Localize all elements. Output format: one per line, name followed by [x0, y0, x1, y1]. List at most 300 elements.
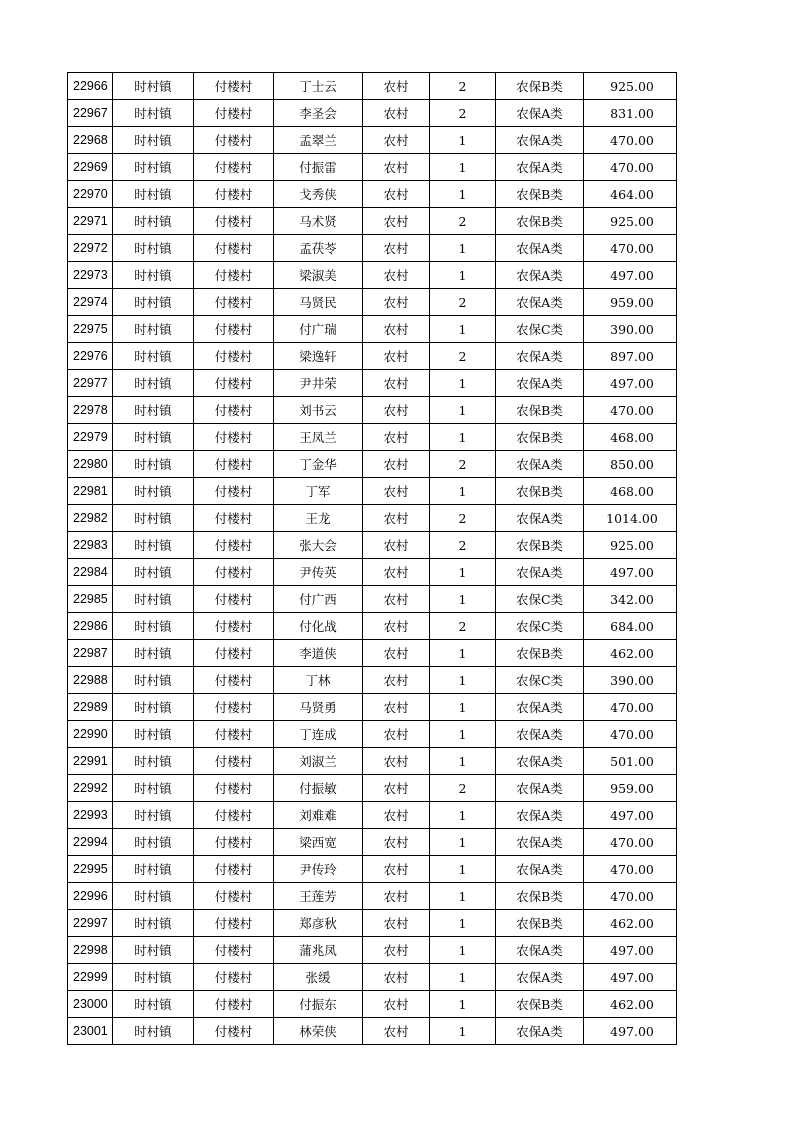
table-row: [68, 640, 677, 667]
category-cell: 农保A类: [496, 235, 584, 262]
category-cell: 农保A类: [496, 802, 584, 829]
category-cell: 农保A类: [496, 100, 584, 127]
town-cell: 时村镇: [113, 397, 194, 424]
amount-cell: 925.00: [584, 532, 677, 559]
household-type-cell: 农村: [363, 856, 430, 883]
table-row: [68, 343, 677, 370]
household-type-cell: 农村: [363, 721, 430, 748]
serial-number-cell: 22975: [68, 316, 113, 343]
people-count-cell: 1: [430, 802, 496, 829]
people-count-cell: 1: [430, 721, 496, 748]
category-cell: 农保A类: [496, 829, 584, 856]
name-cell: 孟翠兰: [274, 127, 363, 154]
category-cell: 农保A类: [496, 694, 584, 721]
household-type-cell: 农村: [363, 100, 430, 127]
people-count-cell: 2: [430, 289, 496, 316]
people-count-cell: 1: [430, 991, 496, 1018]
village-cell: 付楼村: [194, 343, 274, 370]
category-cell: 农保A类: [496, 289, 584, 316]
amount-cell: 390.00: [584, 316, 677, 343]
village-cell: 付楼村: [194, 775, 274, 802]
name-cell: 尹传英: [274, 559, 363, 586]
amount-cell: 831.00: [584, 100, 677, 127]
category-cell: 农保A类: [496, 856, 584, 883]
table-row: [68, 73, 677, 100]
people-count-cell: 2: [430, 775, 496, 802]
town-cell: 时村镇: [113, 127, 194, 154]
town-cell: 时村镇: [113, 991, 194, 1018]
serial-number-cell: 22977: [68, 370, 113, 397]
category-cell: 农保C类: [496, 613, 584, 640]
name-cell: 付化战: [274, 613, 363, 640]
household-type-cell: 农村: [363, 289, 430, 316]
name-cell: 丁林: [274, 667, 363, 694]
category-cell: 农保A类: [496, 343, 584, 370]
name-cell: 孟茯苓: [274, 235, 363, 262]
amount-cell: 497.00: [584, 370, 677, 397]
village-cell: 付楼村: [194, 991, 274, 1018]
town-cell: 时村镇: [113, 532, 194, 559]
people-count-cell: 1: [430, 559, 496, 586]
table-row: [68, 937, 677, 964]
serial-number-cell: 22980: [68, 451, 113, 478]
table-row: [68, 154, 677, 181]
category-cell: 农保A类: [496, 964, 584, 991]
amount-cell: 390.00: [584, 667, 677, 694]
name-cell: 丁连成: [274, 721, 363, 748]
household-type-cell: 农村: [363, 910, 430, 937]
village-cell: 付楼村: [194, 154, 274, 181]
name-cell: 付广西: [274, 586, 363, 613]
amount-cell: 684.00: [584, 613, 677, 640]
household-type-cell: 农村: [363, 397, 430, 424]
name-cell: 李道侠: [274, 640, 363, 667]
amount-cell: 462.00: [584, 910, 677, 937]
category-cell: 农保A类: [496, 775, 584, 802]
serial-number-cell: 22999: [68, 964, 113, 991]
table-row: [68, 748, 677, 775]
town-cell: 时村镇: [113, 910, 194, 937]
serial-number-cell: 22998: [68, 937, 113, 964]
category-cell: 农保B类: [496, 478, 584, 505]
household-type-cell: 农村: [363, 640, 430, 667]
household-type-cell: 农村: [363, 370, 430, 397]
serial-number-cell: 22986: [68, 613, 113, 640]
serial-number-cell: 22968: [68, 127, 113, 154]
people-count-cell: 1: [430, 181, 496, 208]
serial-number-cell: 22996: [68, 883, 113, 910]
table-row: [68, 181, 677, 208]
name-cell: 尹传玲: [274, 856, 363, 883]
people-count-cell: 2: [430, 100, 496, 127]
town-cell: 时村镇: [113, 424, 194, 451]
village-cell: 付楼村: [194, 505, 274, 532]
category-cell: 农保A类: [496, 721, 584, 748]
serial-number-cell: 22969: [68, 154, 113, 181]
village-cell: 付楼村: [194, 451, 274, 478]
town-cell: 时村镇: [113, 235, 194, 262]
serial-number-cell: 23001: [68, 1018, 113, 1045]
town-cell: 时村镇: [113, 100, 194, 127]
category-cell: 农保A类: [496, 262, 584, 289]
table-row: [68, 1018, 677, 1045]
amount-cell: 470.00: [584, 694, 677, 721]
category-cell: 农保A类: [496, 937, 584, 964]
serial-number-cell: 22993: [68, 802, 113, 829]
name-cell: 林荣侠: [274, 1018, 363, 1045]
serial-number-cell: 22967: [68, 100, 113, 127]
village-cell: 付楼村: [194, 262, 274, 289]
table-row: [68, 829, 677, 856]
name-cell: 付振雷: [274, 154, 363, 181]
category-cell: 农保B类: [496, 424, 584, 451]
table-row: [68, 505, 677, 532]
town-cell: 时村镇: [113, 802, 194, 829]
people-count-cell: 1: [430, 127, 496, 154]
category-cell: 农保C类: [496, 667, 584, 694]
people-count-cell: 1: [430, 316, 496, 343]
people-count-cell: 1: [430, 856, 496, 883]
town-cell: 时村镇: [113, 208, 194, 235]
household-type-cell: 农村: [363, 262, 430, 289]
name-cell: 尹井荣: [274, 370, 363, 397]
amount-cell: 470.00: [584, 127, 677, 154]
amount-cell: 468.00: [584, 478, 677, 505]
serial-number-cell: 22984: [68, 559, 113, 586]
name-cell: 王龙: [274, 505, 363, 532]
category-cell: 农保B类: [496, 640, 584, 667]
category-cell: 农保A类: [496, 370, 584, 397]
town-cell: 时村镇: [113, 370, 194, 397]
people-count-cell: 1: [430, 424, 496, 451]
household-type-cell: 农村: [363, 1018, 430, 1045]
household-type-cell: 农村: [363, 613, 430, 640]
category-cell: 农保B类: [496, 181, 584, 208]
household-type-cell: 农村: [363, 343, 430, 370]
household-type-cell: 农村: [363, 748, 430, 775]
household-type-cell: 农村: [363, 964, 430, 991]
village-cell: 付楼村: [194, 397, 274, 424]
people-count-cell: 2: [430, 208, 496, 235]
village-cell: 付楼村: [194, 127, 274, 154]
household-type-cell: 农村: [363, 586, 430, 613]
household-type-cell: 农村: [363, 316, 430, 343]
category-cell: 农保B类: [496, 910, 584, 937]
village-cell: 付楼村: [194, 370, 274, 397]
serial-number-cell: 22994: [68, 829, 113, 856]
village-cell: 付楼村: [194, 748, 274, 775]
people-count-cell: 1: [430, 586, 496, 613]
household-type-cell: 农村: [363, 694, 430, 721]
amount-cell: 470.00: [584, 235, 677, 262]
people-count-cell: 1: [430, 154, 496, 181]
people-count-cell: 1: [430, 397, 496, 424]
category-cell: 农保A类: [496, 559, 584, 586]
name-cell: 王凤兰: [274, 424, 363, 451]
household-type-cell: 农村: [363, 478, 430, 505]
serial-number-cell: 22989: [68, 694, 113, 721]
household-type-cell: 农村: [363, 559, 430, 586]
people-count-cell: 1: [430, 937, 496, 964]
people-count-cell: 2: [430, 73, 496, 100]
town-cell: 时村镇: [113, 451, 194, 478]
table-row: [68, 397, 677, 424]
category-cell: 农保B类: [496, 532, 584, 559]
category-cell: 农保A类: [496, 451, 584, 478]
table-row: [68, 289, 677, 316]
table-row: [68, 775, 677, 802]
table-body: [68, 73, 677, 1045]
village-cell: 付楼村: [194, 937, 274, 964]
name-cell: 丁金华: [274, 451, 363, 478]
town-cell: 时村镇: [113, 343, 194, 370]
table-row: [68, 667, 677, 694]
village-cell: 付楼村: [194, 694, 274, 721]
village-cell: 付楼村: [194, 856, 274, 883]
household-type-cell: 农村: [363, 802, 430, 829]
amount-cell: 497.00: [584, 262, 677, 289]
amount-cell: 959.00: [584, 289, 677, 316]
name-cell: 刘难难: [274, 802, 363, 829]
people-count-cell: 1: [430, 235, 496, 262]
village-cell: 付楼村: [194, 73, 274, 100]
name-cell: 梁逸轩: [274, 343, 363, 370]
household-type-cell: 农村: [363, 829, 430, 856]
town-cell: 时村镇: [113, 505, 194, 532]
table-row: [68, 127, 677, 154]
people-count-cell: 2: [430, 451, 496, 478]
household-type-cell: 农村: [363, 127, 430, 154]
amount-cell: 342.00: [584, 586, 677, 613]
amount-cell: 1014.00: [584, 505, 677, 532]
town-cell: 时村镇: [113, 559, 194, 586]
amount-cell: 470.00: [584, 829, 677, 856]
village-cell: 付楼村: [194, 208, 274, 235]
name-cell: 戈秀侠: [274, 181, 363, 208]
category-cell: 农保A类: [496, 1018, 584, 1045]
table-row: [68, 910, 677, 937]
table-row: [68, 991, 677, 1018]
name-cell: 付振敏: [274, 775, 363, 802]
serial-number-cell: 22991: [68, 748, 113, 775]
serial-number-cell: 22985: [68, 586, 113, 613]
serial-number-cell: 22973: [68, 262, 113, 289]
amount-cell: 470.00: [584, 856, 677, 883]
town-cell: 时村镇: [113, 478, 194, 505]
name-cell: 付振东: [274, 991, 363, 1018]
name-cell: 付广瑞: [274, 316, 363, 343]
name-cell: 刘书云: [274, 397, 363, 424]
household-table: [67, 72, 677, 1045]
household-type-cell: 农村: [363, 667, 430, 694]
name-cell: 马术贤: [274, 208, 363, 235]
category-cell: 农保A类: [496, 154, 584, 181]
serial-number-cell: 22971: [68, 208, 113, 235]
village-cell: 付楼村: [194, 667, 274, 694]
village-cell: 付楼村: [194, 316, 274, 343]
village-cell: 付楼村: [194, 289, 274, 316]
name-cell: 张大会: [274, 532, 363, 559]
village-cell: 付楼村: [194, 100, 274, 127]
village-cell: 付楼村: [194, 910, 274, 937]
amount-cell: 470.00: [584, 721, 677, 748]
serial-number-cell: 22981: [68, 478, 113, 505]
serial-number-cell: 22978: [68, 397, 113, 424]
amount-cell: 497.00: [584, 964, 677, 991]
serial-number-cell: 22997: [68, 910, 113, 937]
serial-number-cell: 23000: [68, 991, 113, 1018]
people-count-cell: 1: [430, 910, 496, 937]
town-cell: 时村镇: [113, 667, 194, 694]
town-cell: 时村镇: [113, 883, 194, 910]
town-cell: 时村镇: [113, 154, 194, 181]
serial-number-cell: 22979: [68, 424, 113, 451]
village-cell: 付楼村: [194, 883, 274, 910]
table-row: [68, 262, 677, 289]
village-cell: 付楼村: [194, 964, 274, 991]
name-cell: 丁士云: [274, 73, 363, 100]
amount-cell: 470.00: [584, 883, 677, 910]
people-count-cell: 2: [430, 505, 496, 532]
village-cell: 付楼村: [194, 586, 274, 613]
amount-cell: 925.00: [584, 73, 677, 100]
table-row: [68, 694, 677, 721]
amount-cell: 959.00: [584, 775, 677, 802]
amount-cell: 468.00: [584, 424, 677, 451]
name-cell: 刘淑兰: [274, 748, 363, 775]
serial-number-cell: 22995: [68, 856, 113, 883]
table-row: [68, 883, 677, 910]
serial-number-cell: 22970: [68, 181, 113, 208]
household-type-cell: 农村: [363, 208, 430, 235]
table-row: [68, 802, 677, 829]
amount-cell: 470.00: [584, 154, 677, 181]
serial-number-cell: 22983: [68, 532, 113, 559]
village-cell: 付楼村: [194, 559, 274, 586]
name-cell: 蒲兆凤: [274, 937, 363, 964]
amount-cell: 497.00: [584, 937, 677, 964]
village-cell: 付楼村: [194, 613, 274, 640]
name-cell: 梁西宽: [274, 829, 363, 856]
town-cell: 时村镇: [113, 748, 194, 775]
town-cell: 时村镇: [113, 289, 194, 316]
table-row: [68, 370, 677, 397]
town-cell: 时村镇: [113, 775, 194, 802]
town-cell: 时村镇: [113, 964, 194, 991]
serial-number-cell: 22974: [68, 289, 113, 316]
town-cell: 时村镇: [113, 316, 194, 343]
table-row: [68, 424, 677, 451]
name-cell: 王莲芳: [274, 883, 363, 910]
town-cell: 时村镇: [113, 937, 194, 964]
name-cell: 张缓: [274, 964, 363, 991]
people-count-cell: 1: [430, 640, 496, 667]
people-count-cell: 1: [430, 667, 496, 694]
category-cell: 农保B类: [496, 397, 584, 424]
category-cell: 农保C类: [496, 586, 584, 613]
serial-number-cell: 22990: [68, 721, 113, 748]
table-row: [68, 208, 677, 235]
table-row: [68, 613, 677, 640]
table-row: [68, 721, 677, 748]
household-type-cell: 农村: [363, 154, 430, 181]
amount-cell: 464.00: [584, 181, 677, 208]
village-cell: 付楼村: [194, 181, 274, 208]
village-cell: 付楼村: [194, 424, 274, 451]
table-row: [68, 478, 677, 505]
household-type-cell: 农村: [363, 991, 430, 1018]
table-row: [68, 316, 677, 343]
household-type-cell: 农村: [363, 937, 430, 964]
name-cell: 梁淑美: [274, 262, 363, 289]
people-count-cell: 1: [430, 883, 496, 910]
category-cell: 农保B类: [496, 208, 584, 235]
town-cell: 时村镇: [113, 586, 194, 613]
serial-number-cell: 22976: [68, 343, 113, 370]
household-type-cell: 农村: [363, 775, 430, 802]
village-cell: 付楼村: [194, 802, 274, 829]
people-count-cell: 1: [430, 829, 496, 856]
name-cell: 马贤民: [274, 289, 363, 316]
table-row: [68, 559, 677, 586]
serial-number-cell: 22988: [68, 667, 113, 694]
village-cell: 付楼村: [194, 478, 274, 505]
town-cell: 时村镇: [113, 721, 194, 748]
table-row: [68, 964, 677, 991]
household-type-cell: 农村: [363, 532, 430, 559]
amount-cell: 897.00: [584, 343, 677, 370]
household-type-cell: 农村: [363, 451, 430, 478]
village-cell: 付楼村: [194, 532, 274, 559]
village-cell: 付楼村: [194, 235, 274, 262]
amount-cell: 462.00: [584, 640, 677, 667]
table-row: [68, 451, 677, 478]
table-row: [68, 235, 677, 262]
town-cell: 时村镇: [113, 1018, 194, 1045]
people-count-cell: 1: [430, 694, 496, 721]
amount-cell: 497.00: [584, 559, 677, 586]
table-row: [68, 532, 677, 559]
household-type-cell: 农村: [363, 883, 430, 910]
people-count-cell: 1: [430, 478, 496, 505]
village-cell: 付楼村: [194, 721, 274, 748]
amount-cell: 497.00: [584, 802, 677, 829]
amount-cell: 497.00: [584, 1018, 677, 1045]
household-type-cell: 农村: [363, 505, 430, 532]
people-count-cell: 1: [430, 964, 496, 991]
category-cell: 农保B类: [496, 73, 584, 100]
town-cell: 时村镇: [113, 181, 194, 208]
town-cell: 时村镇: [113, 640, 194, 667]
people-count-cell: 1: [430, 748, 496, 775]
serial-number-cell: 22966: [68, 73, 113, 100]
category-cell: 农保A类: [496, 127, 584, 154]
people-count-cell: 2: [430, 343, 496, 370]
category-cell: 农保A类: [496, 505, 584, 532]
amount-cell: 850.00: [584, 451, 677, 478]
people-count-cell: 1: [430, 262, 496, 289]
serial-number-cell: 22972: [68, 235, 113, 262]
category-cell: 农保C类: [496, 316, 584, 343]
name-cell: 郑彦秋: [274, 910, 363, 937]
village-cell: 付楼村: [194, 1018, 274, 1045]
table-row: [68, 100, 677, 127]
serial-number-cell: 22982: [68, 505, 113, 532]
name-cell: 丁军: [274, 478, 363, 505]
household-type-cell: 农村: [363, 424, 430, 451]
amount-cell: 501.00: [584, 748, 677, 775]
town-cell: 时村镇: [113, 613, 194, 640]
